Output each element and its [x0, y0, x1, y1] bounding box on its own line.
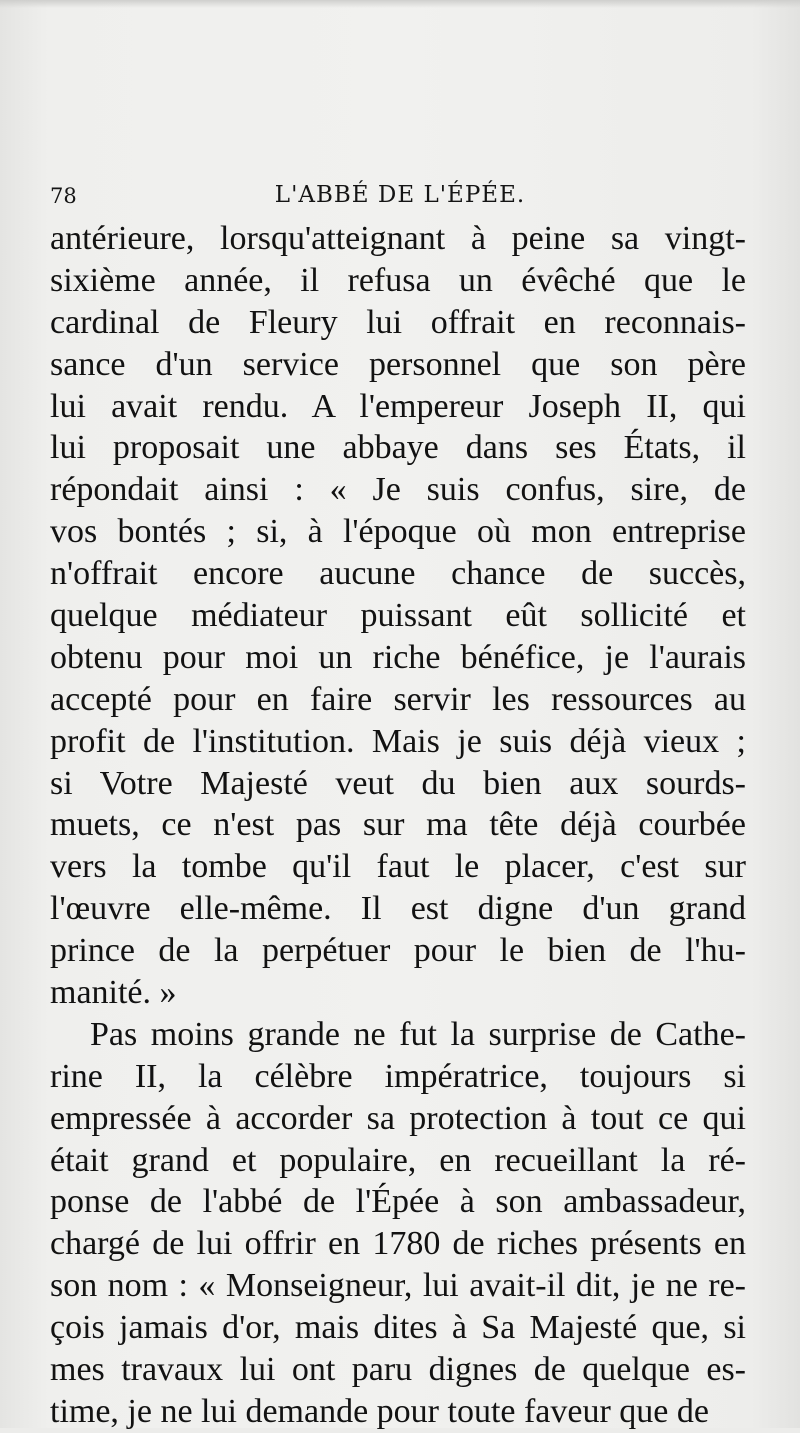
text-line: sixième année, il refusa un évêché que le	[50, 261, 746, 299]
text-line: vos bontés ; si, à l'époque où mon entreprise	[50, 513, 746, 551]
text-line: obtenu pour moi un riche bénéfice, je l'aurais	[50, 638, 746, 676]
text-line: était grand et populaire, en recueillant la ré-	[50, 1141, 746, 1179]
text-line: empressée à accorder sa protection à tout ce qui	[50, 1099, 746, 1137]
text-line: Pas moins grande ne fut la surprise de Cathe-	[90, 1015, 746, 1053]
text-line: quelque médiateur puissant eût sollicité et	[50, 597, 746, 635]
running-head-title: L'ABBÉ DE L'ÉPÉE.	[274, 182, 526, 208]
scan-edge-shadow	[0, 0, 800, 8]
text-line: profit de l'institution. Mais je suis déjà vieux ;	[50, 722, 746, 760]
text-line: lui avait rendu. A l'empereur Joseph II, qui	[50, 387, 746, 425]
text-line: antérieure, lorsqu'atteignant à peine sa vingt-	[50, 220, 746, 257]
text-line: sance d'un service personnel que son père	[50, 345, 746, 383]
page-number: 78	[50, 184, 77, 208]
text-line: lui proposait une abbaye dans ses États, il	[50, 429, 746, 467]
text-line: n'offrait encore aucune chance de succès,	[50, 555, 746, 593]
text-line: l'œuvre elle-même. Il est digne d'un grand	[50, 890, 746, 928]
text-line: çois jamais d'or, mais dites à Sa Majesté que, si	[50, 1309, 746, 1347]
text-line: ponse de l'abbé de l'Épée à son ambassadeur,	[50, 1183, 746, 1221]
text-line: accepté pour en faire servir les ressources au	[50, 680, 746, 718]
text-line: chargé de lui offrir en 1780 de riches présents en	[50, 1225, 746, 1263]
running-head	[50, 180, 750, 214]
text-line: si Votre Majesté veut du bien aux sourds-	[50, 764, 746, 802]
body-text	[50, 218, 746, 1433]
text-line: mes travaux lui ont paru dignes de quelque es-	[50, 1351, 746, 1389]
text-line: son nom : « Monseigneur, lui avait-il dit, je ne re-	[50, 1267, 746, 1305]
text-line: muets, ce n'est pas sur ma tête déjà courbée	[50, 806, 746, 844]
text-line: répondait ainsi : « Je suis confus, sire, de	[50, 471, 746, 509]
text-line: cardinal de Fleury lui offrait en reconnais-	[50, 303, 746, 341]
text-line: rine II, la célèbre impératrice, toujours si	[50, 1057, 746, 1095]
paragraph	[50, 218, 746, 1014]
paragraph	[50, 1014, 746, 1433]
text-line: vers la tombe qu'il faut le placer, c'est sur	[50, 848, 746, 886]
text-line: prince de la perpétuer pour le bien de l'hu-	[50, 932, 746, 970]
text-line: manité. »	[50, 974, 177, 1012]
text-line: time, je ne lui demande pour toute faveur que de	[50, 1392, 709, 1430]
